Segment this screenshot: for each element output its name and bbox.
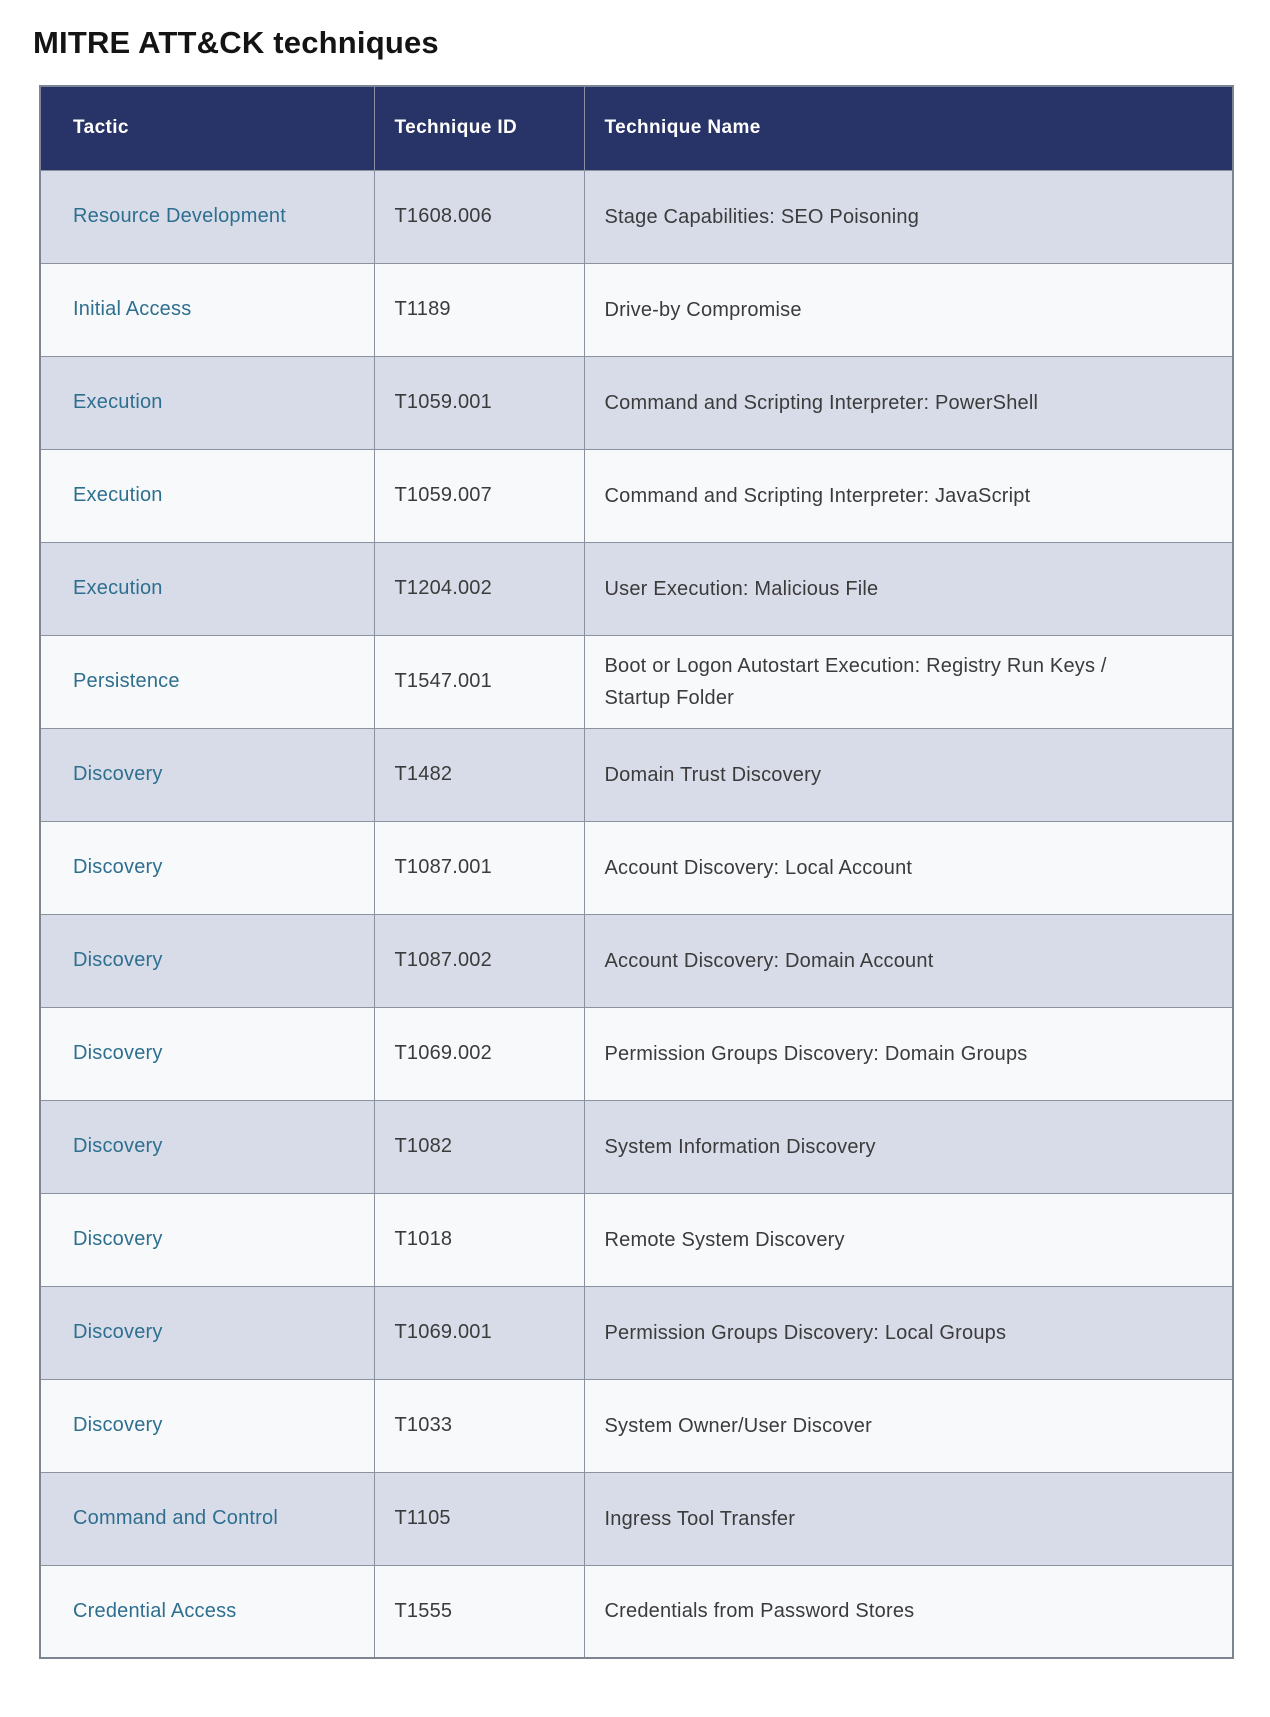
technique-name-text: Account Discovery: Domain Account — [604, 949, 934, 972]
tactic-cell — [40, 728, 374, 821]
technique-name-text: System Owner/User Discover — [604, 1414, 872, 1437]
tactic-link[interactable]: Discovery — [73, 763, 163, 785]
tactic-link[interactable]: Discovery — [73, 1228, 163, 1250]
tactic-link[interactable]: Discovery — [73, 1042, 163, 1064]
technique-id-cell: T1033 — [374, 1379, 584, 1472]
technique-name-cell — [584, 914, 1233, 1007]
technique-name-text: Command and Scripting Interpreter: JavaScript — [604, 484, 1031, 507]
technique-id-cell: T1482 — [374, 728, 584, 821]
tactic-cell — [40, 1472, 374, 1565]
tactic-link[interactable]: Execution — [73, 577, 163, 599]
tactic-link[interactable]: Discovery — [73, 1321, 163, 1343]
technique-name-cell — [584, 1193, 1233, 1286]
technique-id-cell: T1105 — [374, 1472, 584, 1565]
tactic-cell — [40, 1100, 374, 1193]
technique-name-text: Permission Groups Discovery: Local Groups — [604, 1321, 1007, 1344]
technique-name-cell — [584, 1007, 1233, 1100]
technique-id-cell: T1069.002 — [374, 1007, 584, 1100]
table-row — [40, 1100, 1233, 1193]
technique-name-cell — [584, 1286, 1233, 1379]
table-row — [40, 542, 1233, 635]
tactic-cell — [40, 821, 374, 914]
page-title: MITRE ATT&CK techniques — [33, 25, 439, 60]
table-row — [40, 1472, 1233, 1565]
technique-id-cell: T1082 — [374, 1100, 584, 1193]
tactic-cell — [40, 449, 374, 542]
technique-id-cell: T1059.001 — [374, 356, 584, 449]
table-row — [40, 449, 1233, 542]
tactic-link[interactable]: Discovery — [73, 856, 163, 878]
technique-id-cell: T1018 — [374, 1193, 584, 1286]
tactic-link[interactable]: Persistence — [73, 670, 180, 692]
technique-name-cell — [584, 821, 1233, 914]
technique-name-text: Permission Groups Discovery: Domain Groups — [604, 1042, 1028, 1065]
tactic-cell — [40, 1007, 374, 1100]
column-header-tactic: Tactic — [40, 86, 374, 170]
technique-name-text: Drive-by Compromise — [604, 298, 802, 321]
table-row — [40, 728, 1233, 821]
technique-name-cell — [584, 635, 1233, 728]
tactic-link[interactable]: Initial Access — [73, 298, 192, 320]
table-header-row — [40, 86, 1233, 170]
column-header-technique-id: Technique ID — [374, 86, 584, 170]
technique-name-cell — [584, 1565, 1233, 1658]
tactic-link[interactable]: Resource Development — [73, 205, 286, 227]
technique-name-cell — [584, 1100, 1233, 1193]
technique-id-cell: T1555 — [374, 1565, 584, 1658]
tactic-link[interactable]: Discovery — [73, 1135, 163, 1157]
table-row — [40, 821, 1233, 914]
technique-id-cell: T1087.002 — [374, 914, 584, 1007]
tactic-link[interactable]: Execution — [73, 391, 163, 413]
tactic-link[interactable]: Discovery — [73, 949, 163, 971]
tactic-cell — [40, 914, 374, 1007]
tactic-cell — [40, 170, 374, 263]
technique-name-text: Ingress Tool Transfer — [604, 1507, 796, 1530]
technique-name-cell — [584, 728, 1233, 821]
technique-name-cell — [584, 449, 1233, 542]
technique-name-cell — [584, 1472, 1233, 1565]
technique-id-cell: T1608.006 — [374, 170, 584, 263]
technique-name-cell — [584, 170, 1233, 263]
technique-name-text: Remote System Discovery — [604, 1228, 845, 1251]
technique-name-cell — [584, 1379, 1233, 1472]
technique-name-text: Command and Scripting Interpreter: PowerShell — [604, 391, 1039, 414]
technique-id-cell: T1069.001 — [374, 1286, 584, 1379]
table-row — [40, 263, 1233, 356]
technique-name-cell — [584, 356, 1233, 449]
tactic-cell — [40, 356, 374, 449]
table-row — [40, 1193, 1233, 1286]
tactic-cell — [40, 1379, 374, 1472]
table-row — [40, 1007, 1233, 1100]
tactic-link[interactable]: Execution — [73, 484, 163, 506]
technique-name-cell — [584, 542, 1233, 635]
tactic-cell — [40, 1286, 374, 1379]
table-row — [40, 1565, 1233, 1658]
technique-name-text: Boot or Logon Autostart Execution: Registry Run Keys / Startup Folder — [604, 654, 1107, 709]
tactic-cell — [40, 1193, 374, 1286]
technique-name-text: Account Discovery: Local Account — [604, 856, 913, 879]
tactic-cell — [40, 635, 374, 728]
tactic-link[interactable]: Credential Access — [73, 1599, 237, 1622]
table-row — [40, 170, 1233, 263]
technique-id-cell: T1059.007 — [374, 449, 584, 542]
table-row — [40, 1379, 1233, 1472]
tactic-link[interactable]: Discovery — [73, 1414, 163, 1436]
technique-name-text: Domain Trust Discovery — [604, 763, 822, 786]
table-row — [40, 356, 1233, 449]
technique-name-text: Stage Capabilities: SEO Poisoning — [604, 205, 920, 228]
tactic-cell — [40, 1565, 374, 1658]
tactic-cell — [40, 263, 374, 356]
table-row — [40, 914, 1233, 1007]
tactic-link[interactable]: Command and Control — [73, 1507, 279, 1529]
column-header-technique-name: Technique Name — [584, 86, 1233, 170]
table-row — [40, 635, 1233, 728]
technique-name-text: Credentials from Password Stores — [604, 1600, 915, 1623]
technique-name-text: User Execution: Malicious File — [604, 577, 879, 600]
technique-id-cell: T1204.002 — [374, 542, 584, 635]
technique-id-cell: T1189 — [374, 263, 584, 356]
techniques-table — [39, 85, 1234, 1659]
technique-name-cell — [584, 263, 1233, 356]
technique-name-text: System Information Discovery — [604, 1135, 876, 1158]
technique-id-cell: T1547.001 — [374, 635, 584, 728]
tactic-cell — [40, 542, 374, 635]
technique-id-cell: T1087.001 — [374, 821, 584, 914]
table-row — [40, 1286, 1233, 1379]
